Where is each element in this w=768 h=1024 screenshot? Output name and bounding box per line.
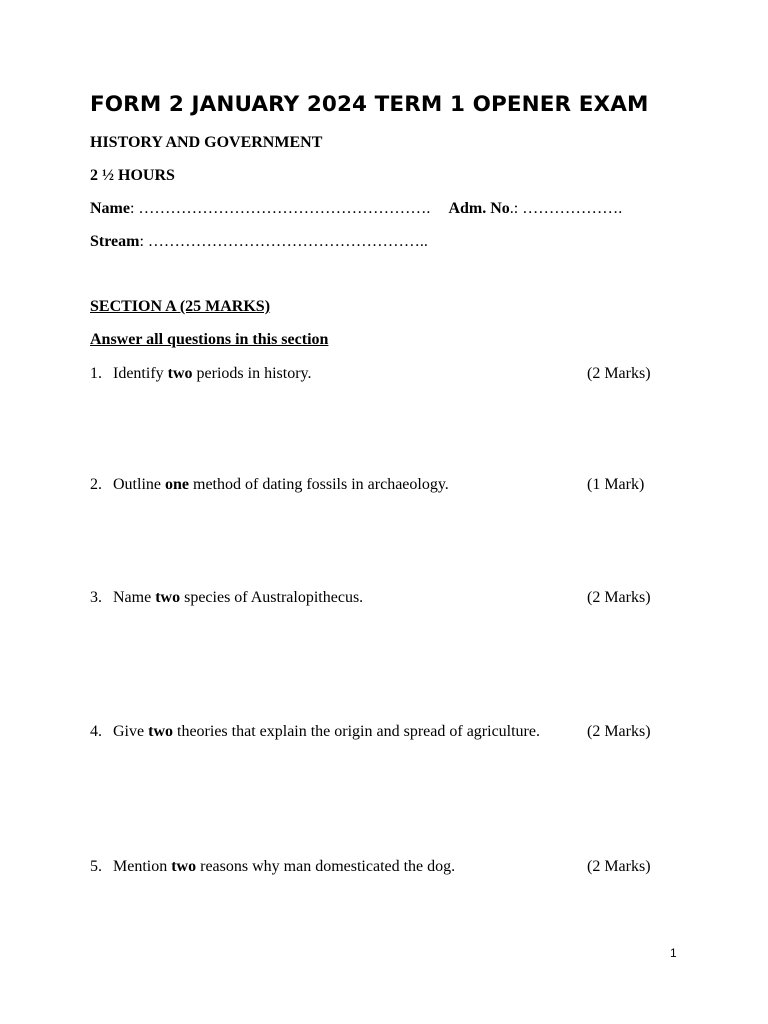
- question-text-part: method of dating fossils in archaeology.: [189, 476, 449, 493]
- name-adm-row: [90, 200, 622, 218]
- question-number: 5.: [90, 858, 102, 875]
- question-number: 2.: [90, 476, 102, 493]
- question-emphasis: two: [155, 589, 181, 606]
- question-text: [113, 858, 455, 876]
- section-instruction: Answer all questions in this section: [90, 331, 329, 348]
- question-marks: (2 Marks): [587, 723, 651, 740]
- stream-label: Stream: [90, 233, 140, 250]
- section-title: SECTION A (25 MARKS): [90, 298, 271, 315]
- adm-no-label: Adm. No: [448, 200, 510, 217]
- page-number: 1: [670, 946, 677, 960]
- question-number: 3.: [90, 589, 102, 606]
- name-label: Name: [90, 200, 130, 217]
- question-text: [113, 365, 312, 383]
- question-emphasis: one: [165, 476, 189, 493]
- question-marks: (2 Marks): [587, 858, 651, 875]
- stream-blank-line: : ……………………………………………..: [139, 233, 428, 250]
- question-text: [113, 589, 363, 607]
- question-emphasis: two: [171, 858, 197, 875]
- adm-no-blank-line: .: ……………….: [509, 200, 623, 217]
- question-emphasis: two: [148, 723, 173, 740]
- question-text-part: reasons why man domesticated the dog.: [196, 858, 456, 875]
- subject-title: HISTORY AND GOVERNMENT: [90, 134, 323, 151]
- question-text-part: Outline: [113, 476, 165, 493]
- question-text-part: species of Australopithecus.: [180, 589, 364, 606]
- question-number: 4.: [90, 723, 102, 740]
- exam-title: FORM 2 JANUARY 2024 TERM 1 OPENER EXAM: [90, 92, 649, 117]
- question-text: [113, 723, 540, 741]
- question-emphasis: two: [167, 365, 193, 382]
- stream-row: [90, 233, 428, 251]
- question-text-part: theories that explain the origin and spread of agriculture.: [173, 723, 540, 740]
- question-text-part: Name: [113, 589, 156, 606]
- question-marks: (2 Marks): [587, 589, 651, 606]
- question-text-part: periods in history.: [192, 365, 312, 382]
- exam-duration: 2 ½ HOURS: [90, 167, 175, 184]
- question-text-part: Mention: [113, 858, 172, 875]
- question-text-part: Give: [113, 723, 149, 740]
- question-text: [113, 476, 449, 494]
- question-number: 1.: [90, 365, 102, 382]
- question-marks: (1 Mark): [587, 476, 645, 493]
- name-blank-line: : ……………………………………………….: [129, 200, 431, 217]
- question-text-part: Identify: [113, 365, 168, 382]
- question-marks: (2 Marks): [587, 365, 651, 382]
